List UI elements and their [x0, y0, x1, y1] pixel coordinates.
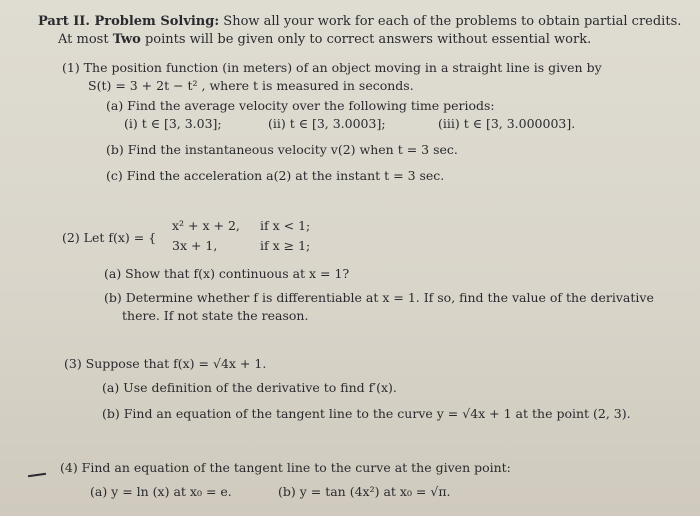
- header-line-2-a: At most: [58, 32, 113, 47]
- problem-4-intro: (4) Find an equation of the tangent line to the curve at the given point:: [60, 460, 511, 475]
- problem-3-intro: (3) Suppose that f(x) = √4x + 1.: [64, 356, 267, 371]
- problem-1a-i: (i) t ∈ [3, 3.03];: [124, 116, 222, 131]
- problem-2-case-1-cond: if x < 1;: [260, 218, 311, 233]
- problem-3a: (a) Use definition of the derivative to find f′(x).: [102, 380, 397, 395]
- problem-2-case-2-cond: if x ≥ 1;: [260, 238, 311, 253]
- problem-1a-ii: (ii) t ∈ [3, 3.0003];: [268, 116, 386, 131]
- problem-1c: (c) Find the acceleration a(2) at the instant t = 3 sec.: [106, 168, 445, 183]
- problem-1-intro: (1) The position function (in meters) of an object moving in a straight line is given by: [62, 60, 602, 75]
- problem-1b: (b) Find the instantaneous velocity v(2) when t = 3 sec.: [106, 142, 458, 157]
- problem-2-case-1-expr: x² + x + 2,: [172, 218, 240, 233]
- problem-2b-line-2: there. If not state the reason.: [122, 308, 309, 323]
- problem-2a: (a) Show that f(x) continuous at x = 1?: [104, 266, 350, 281]
- problem-1a: (a) Find the average velocity over the following time periods:: [106, 98, 495, 113]
- header-line-2-bold: Two: [112, 32, 141, 47]
- problem-4a: (a) y = ln (x) at x₀ = e.: [90, 484, 232, 499]
- header-instructions: Show all your work for each of the problems to obtain partial credits.: [219, 14, 682, 29]
- problem-4b: (b) y = tan (4x²) at x₀ = √π.: [278, 484, 451, 499]
- problem-2-case-2-expr: 3x + 1,: [172, 238, 218, 253]
- problem-1a-iii: (iii) t ∈ [3, 3.000003].: [438, 116, 576, 131]
- problem-2-label: (2) Let f(x) = {: [62, 230, 157, 245]
- header-line-2-b: points will be given only to correct answers without essential work.: [140, 32, 592, 47]
- problem-2b-line-1: (b) Determine whether f is differentiable at x = 1. If so, find the value of the derivative: [104, 290, 654, 305]
- problem-3b: (b) Find an equation of the tangent line to the curve y = √4x + 1 at the point (2, 3).: [102, 406, 631, 421]
- problem-1-formula: S(t) = 3 + 2t − t² , where t is measured in seconds.: [88, 78, 414, 93]
- header-line-2: [58, 32, 591, 47]
- pencil-mark: [28, 473, 46, 477]
- header-line-1: [38, 14, 681, 29]
- header-title: Part II. Problem Solving:: [38, 14, 220, 29]
